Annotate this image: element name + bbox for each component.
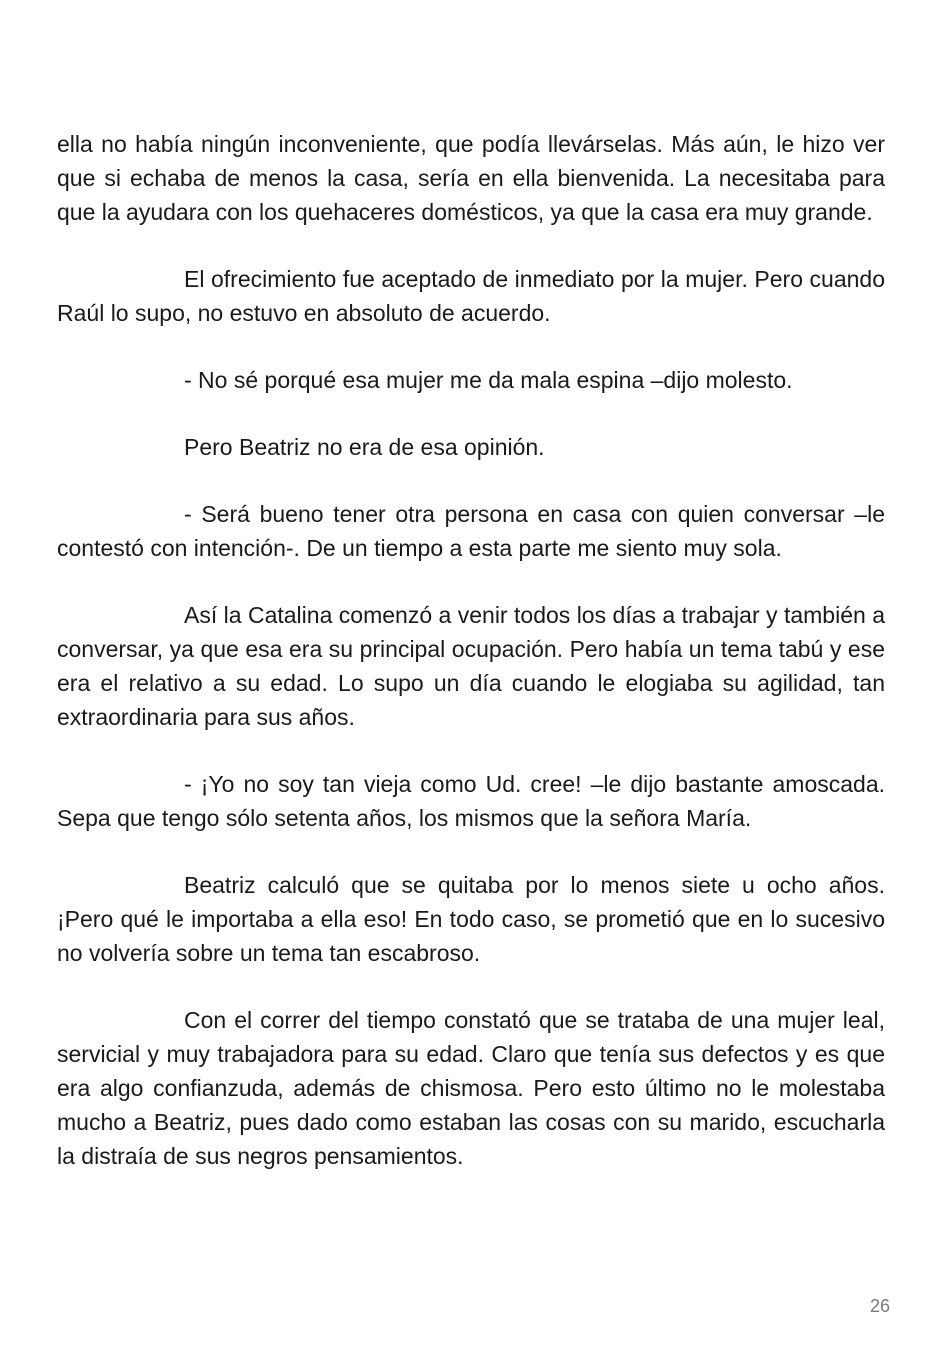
paragraph: El ofrecimiento fue aceptado de inmediato por la mujer. Pero cuando Raúl lo supo, no estuvo en absoluto de acuerdo. xyxy=(57,266,885,326)
dialogue-paragraph: - ¡Yo no soy tan vieja como Ud. cree! –le dijo bastante amoscada. Sepa que tengo sólo setenta años, los mismos que la señora María. xyxy=(57,771,885,831)
paragraph: Beatriz calculó que se quitaba por lo menos siete u ocho años. ¡Pero qué le importaba a ella eso! En todo caso, se prometió que en lo sucesivo no volvería sobre un tema tan escabroso. xyxy=(57,872,885,966)
paragraph: Pero Beatriz no era de esa opinión. xyxy=(184,434,545,460)
dialogue-paragraph: - Será bueno tener otra persona en casa con quien conversar –le contestó con intención-. De un tiempo a esta parte me siento muy sola. xyxy=(57,501,885,561)
paragraph: Con el correr del tiempo constató que se trataba de una mujer leal, servicial y muy trabajadora para su edad. Claro que tenía sus defectos y es que era algo confianzuda, además de chismosa. Pero esto último no le molestaba mucho a Beatriz, pues dado como estaban las cosas con su marido, escucharla la distraía de sus negros pensamientos. xyxy=(57,1007,885,1169)
paragraph: Así la Catalina comenzó a venir todos los días a trabajar y también a conversar, ya que esa era su principal ocupación. Pero había un tema tabú y ese era el relativo a su edad. Lo supo un día cuando le elogiaba su agilidad, tan extraordinaria para sus años. xyxy=(57,602,885,730)
body-text xyxy=(57,127,885,1206)
paragraph-continuation: ella no había ningún inconveniente, que podía llevárselas. Más aún, le hizo ver que si echaba de menos la casa, sería en ella bienvenida. La necesitaba para que la ayudara con los quehaceres domésticos, ya que la casa era muy grande. xyxy=(57,131,885,225)
dialogue-paragraph: - No sé porqué esa mujer me da mala espina –dijo molesto. xyxy=(184,367,793,393)
page-number: 26 xyxy=(869,1296,890,1316)
